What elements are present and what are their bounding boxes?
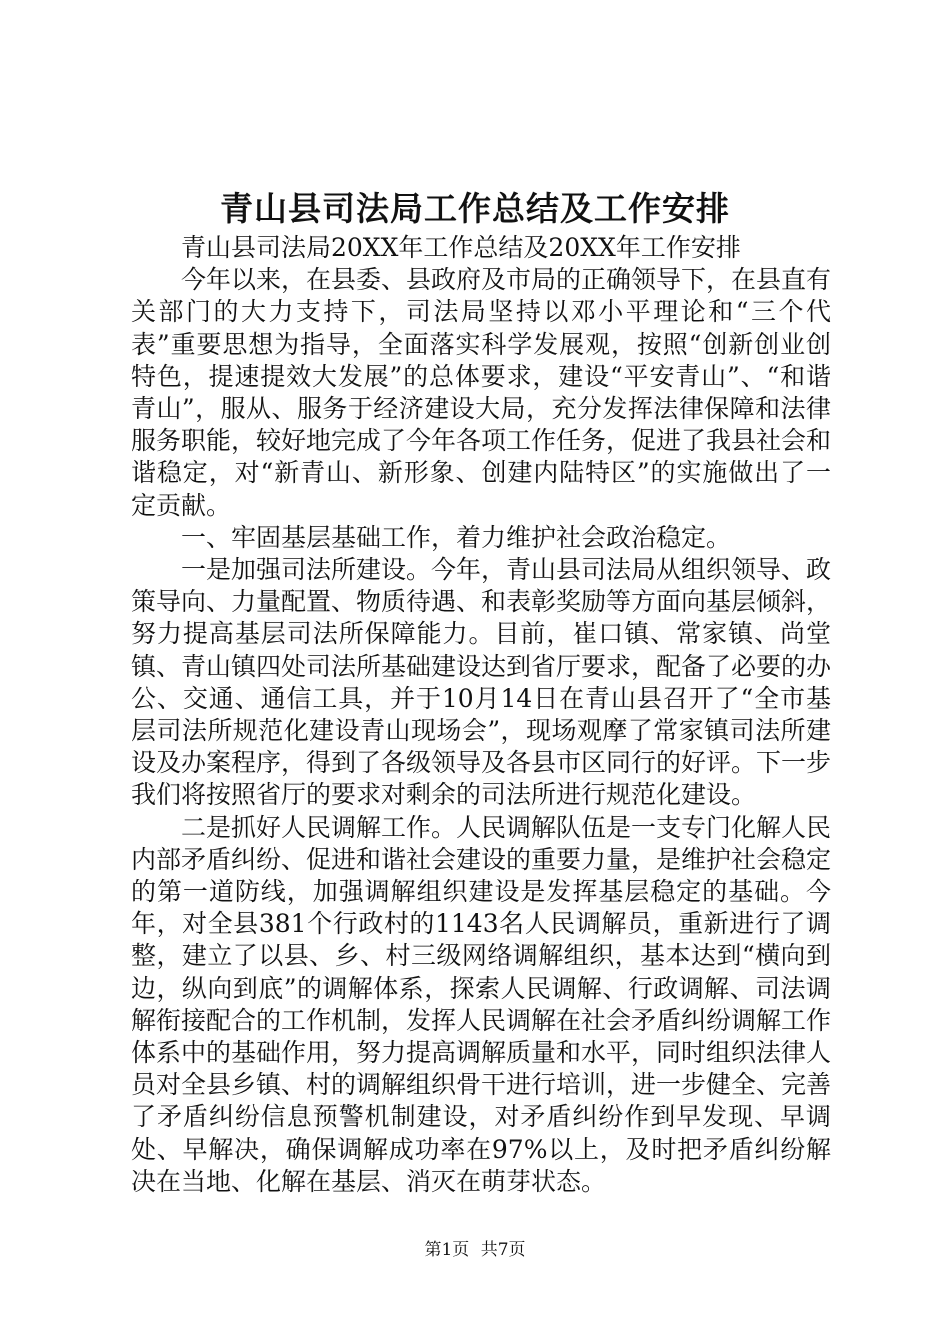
section-heading-1: 一、牢固基层基础工作，着力维护社会政治稳定。: [181, 522, 732, 552]
body-paragraph-mediation: 二是抓好人民调解工作。人民调解队伍是一支专门化解人民内部矛盾纠纷、促进和谐社会建设的重要力量，是维护社会稳定的第一道防线，加强调解组织建设是发挥基层稳定的基础。今年，对全县381个行政村的1143名人民调解员，重新进行了调整，建立了以县、乡、村三级网络调解组织，基本达到“横向到边，纵向到底”的调解体系，探索人民调解、行政调解、司法调解衔接配合的工作机制，发挥人民调解在社会矛盾纠纷调解工作体系中的基础作用，努力提高调解质量和水平，同时组织法律人员对全县乡镇、村的调解组织骨干进行培训，进一步健全、完善了矛盾纠纷信息预警机制建设，对矛盾纠纷作到早发现、早调处、早解决，确保调解成功率在97%以上，及时把矛盾纠纷解决在当地、化解在基层、消灭在萌芽状态。: [131, 812, 832, 1196]
intro-paragraph: 今年以来，在县委、县政府及市局的正确领导下，在县直有关部门的大力支持下，司法局坚持以邓小平理论和“三个代表”重要思想为指导，全面落实科学发展观，按照“创新创业创特色，提速提效大发展”的总体要求，建设“平安青山”、“和谐青山”，服从、服务于经济建设大局，充分发挥法律保障和法律服务职能，较好地完成了今年各项工作任务，促进了我县社会和谐稳定，对“新青山、新形象、创建内陆特区”的实施做出了一定贡献。: [131, 265, 832, 520]
subtitle-paragraph: 青山县司法局20XX年工作总结及20XX年工作安排: [181, 233, 741, 262]
body-paragraph-judicial-office: 一是加强司法所建设。今年，青山县司法局从组织领导、政策导向、力量配置、物质待遇、和表彰奖励等方面向基层倾斜，努力提高基层司法所保障能力。目前，崔口镇、常家镇、尚堂镇、青山镇四处司法所基础建设达到省厅要求，配备了必要的办公、交通、通信工具，并于10月14日在青山县召开了“全市基层司法所规范化建设青山现场会”，现场观摩了常家镇司法所建设及办案程序，得到了各级领导及各县市区同行的好评。下一步我们将按照省厅的要求对剩余的司法所进行规范化建设。: [131, 555, 832, 810]
page-number: 第1页: [424, 1240, 470, 1260]
page-total: 共7页: [480, 1240, 526, 1260]
document-title: 青山县司法局工作总结及工作安排: [220, 189, 730, 228]
document-body: [131, 232, 831, 1198]
page-footer: [0, 1238, 950, 1262]
